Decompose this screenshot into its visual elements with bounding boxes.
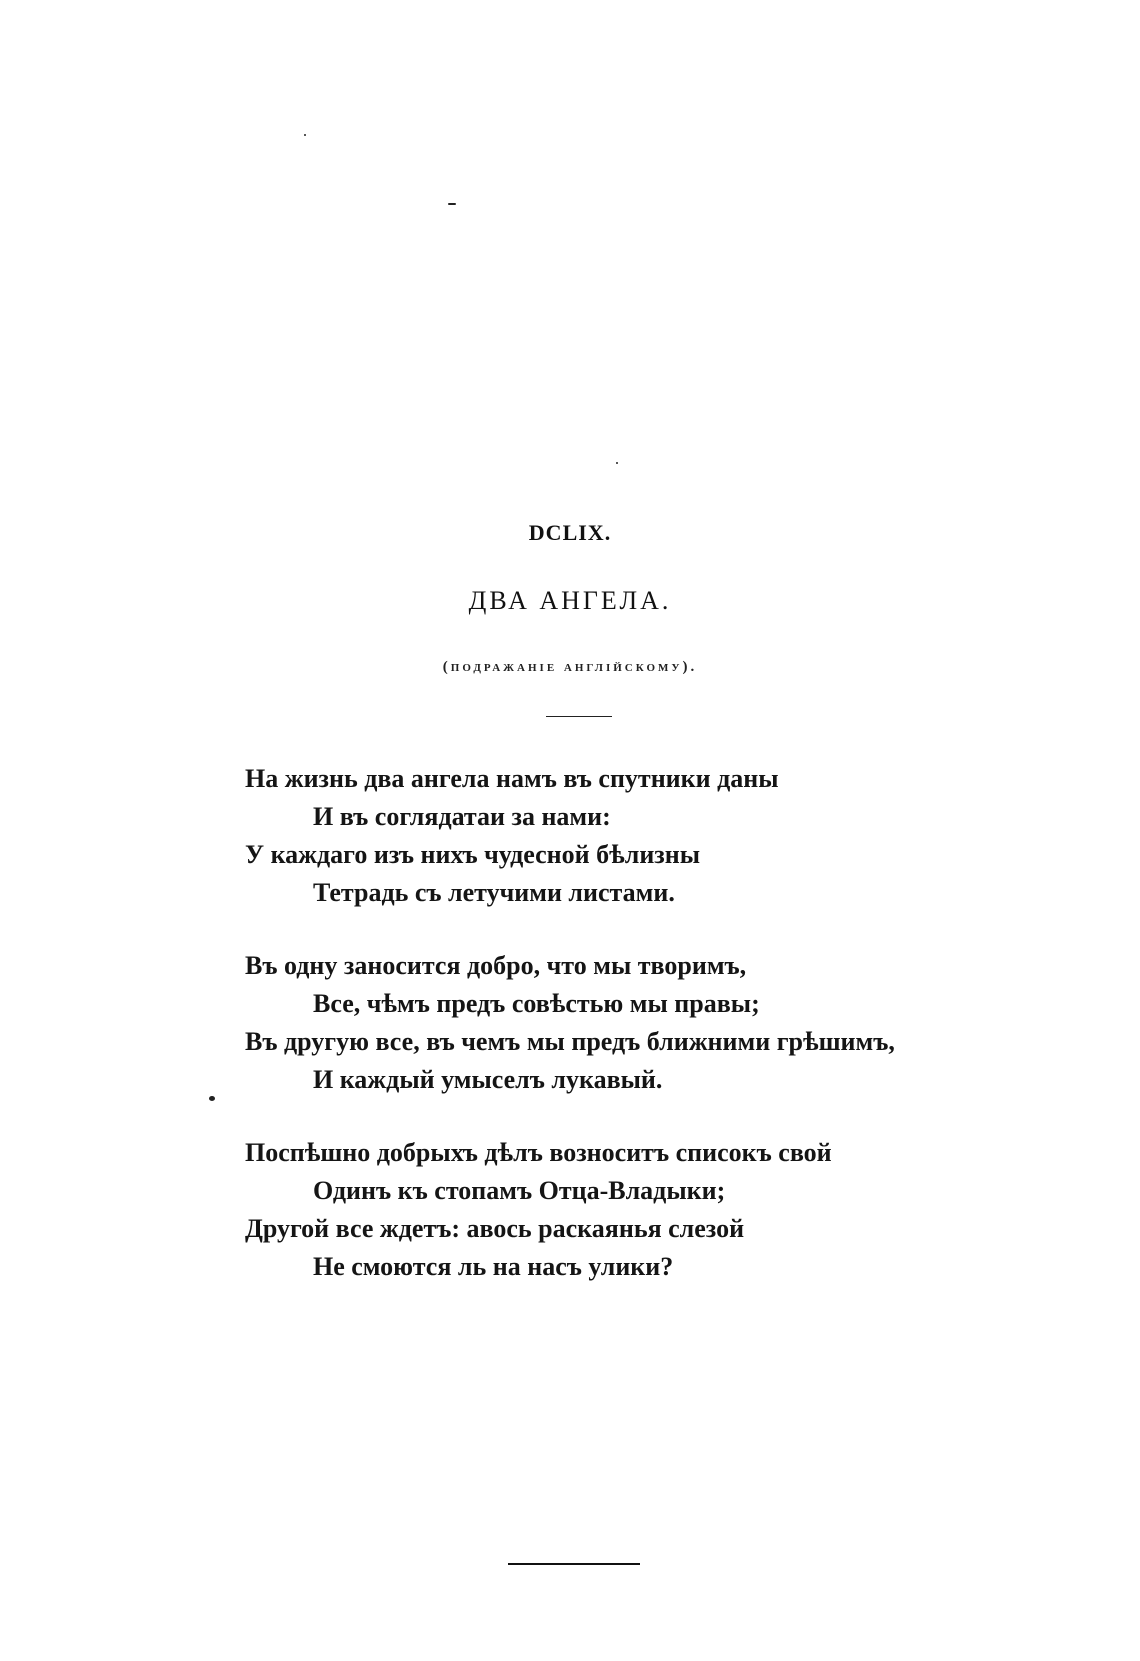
- poem-line: И каждый умыселъ лукавый.: [313, 1065, 663, 1094]
- title-divider: [546, 716, 612, 717]
- poem-title: ДВА АНГЕЛА.: [468, 586, 672, 615]
- poem-line: Тетрадь съ летучими листами.: [313, 878, 675, 907]
- poem-line: Все, чѣмъ предъ совѣстью мы правы;: [313, 989, 760, 1018]
- print-speck: [448, 203, 456, 205]
- poem-body: [245, 760, 1045, 1321]
- stanza: [245, 760, 1045, 912]
- poem-line: Въ одну заносится добро, что мы творимъ,: [245, 951, 747, 980]
- poem-line: У каждаго изъ нихъ чудесной бѣлизны: [245, 840, 701, 869]
- poem-line: Поспѣшно добрыхъ дѣлъ возноситъ списокъ свой: [245, 1138, 832, 1167]
- print-speck: [209, 1096, 215, 1101]
- poem-line: Не смоются ль на насъ улики?: [313, 1252, 674, 1281]
- stanza: [245, 1134, 1045, 1286]
- print-speck: [304, 134, 306, 136]
- stanza: [245, 947, 1045, 1099]
- end-divider: [508, 1563, 640, 1565]
- poem-line: И въ соглядатаи за нами:: [313, 802, 611, 831]
- poem-line: Въ другую все, въ чемъ мы предъ ближними грѣшимъ,: [245, 1027, 895, 1056]
- poem-line: Одинъ къ стопамъ Отца-Владыки;: [313, 1176, 726, 1205]
- print-speck: [616, 462, 618, 464]
- poem-number: DCLIX.: [528, 520, 612, 545]
- poem-line: На жизнь два ангела намъ въ спутники даны: [245, 764, 779, 793]
- poem-subtitle: (подражаніе англійскому).: [442, 659, 698, 675]
- poem-line: Другой все ждетъ: авось раскаянья слезой: [245, 1214, 745, 1243]
